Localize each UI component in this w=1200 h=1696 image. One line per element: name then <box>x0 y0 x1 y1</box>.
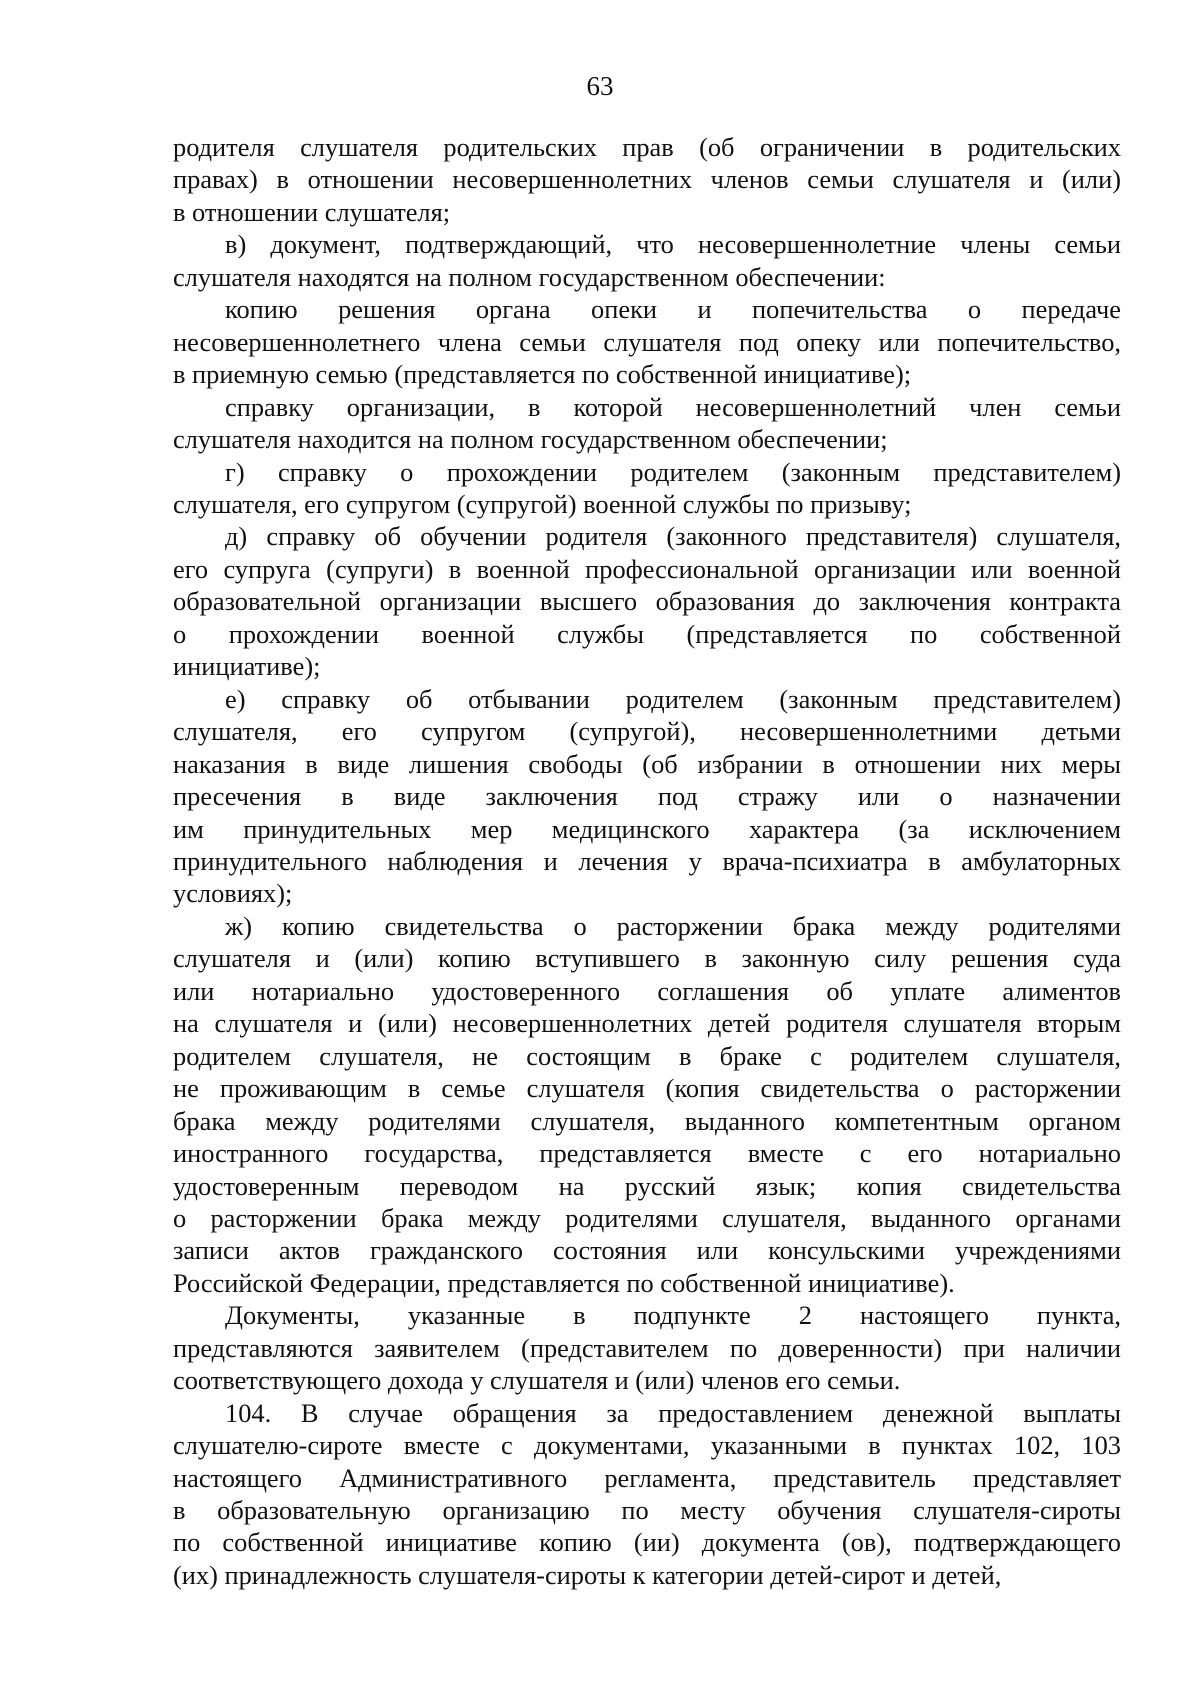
text-line: условиях); <box>173 878 293 909</box>
text-line: им принудительных мер медицинского характера (за исключением <box>173 813 1121 844</box>
text-line: настоящего Административного регламента, представитель представляет <box>173 1462 1121 1493</box>
text-line: удостоверенным переводом на русский язык; копия свидетельства <box>173 1170 1121 1201</box>
paragraph-p2 <box>173 293 1121 390</box>
text-line: правах) в отношении несовершеннолетних членов семьи слушателя и (или) <box>173 164 1121 195</box>
text-line: слушателя находятся на полном государственном обеспечении: <box>173 261 886 292</box>
text-line: инициативе); <box>173 651 321 682</box>
paragraph-p5 <box>173 520 1121 682</box>
text-line: слушателю-сироте вместе с документами, указанными в пунктах 102, 103 <box>173 1430 1121 1461</box>
text-line: слушателя, его супругом (супругой), несовершеннолетними детьми <box>173 716 1121 747</box>
text-line: соответствующего дохода у слушателя и (или) членов его семьи. <box>173 1365 901 1396</box>
text-line: слушателя, его супругом (супругой) военной службы по призыву; <box>173 488 912 519</box>
text-line: или нотариально удостоверенного соглашения об уплате алиментов <box>173 975 1121 1006</box>
text-line: родителя слушателя родительских прав (об ограничении в родительских <box>173 132 1121 162</box>
text-line: д) справку об обучении родителя (законного представителя) слушателя, <box>225 521 1121 552</box>
text-line: (их) принадлежность слушателя-сироты к категории детей-сирот и детей, <box>173 1559 1002 1590</box>
text-line: копию решения органа опеки и попечительства о передаче <box>225 294 1121 325</box>
paragraph-p8 <box>173 1299 1121 1396</box>
paragraph-p6 <box>173 683 1121 910</box>
text-line: Российской Федерации, представляется по собственной инициативе). <box>173 1267 955 1298</box>
text-line: г) справку о прохождении родителем (законным представителем) <box>225 456 1121 487</box>
page-number: 63 <box>586 71 614 101</box>
text-line: не проживающим в семье слушателя (копия свидетельства о расторжении <box>173 1073 1121 1104</box>
text-line: е) справку об отбывании родителем (законным представителем) <box>225 683 1121 714</box>
text-line: о прохождении военной службы (представляется по собственной <box>173 618 1121 649</box>
text-line: на слушателя и (или) несовершеннолетних детей родителя слушателя вторым <box>173 1008 1121 1039</box>
text-line: в приемную семью (представляется по собственной инициативе); <box>173 359 912 390</box>
paragraph-p4 <box>173 456 1121 521</box>
text-line: в отношении слушателя; <box>173 196 451 227</box>
paragraph-p1 <box>173 228 1121 293</box>
text-line: Документы, указанные в подпункте 2 настоящего пункта, <box>225 1300 1121 1331</box>
text-line: в) документ, подтверждающий, что несовершеннолетние члены семьи <box>225 229 1121 260</box>
text-line: о расторжении брака между родителями слушателя, выданного органами <box>173 1202 1121 1233</box>
paragraph-p0 <box>173 131 1121 228</box>
document-body <box>173 131 1121 1591</box>
text-line: его супруга (супруги) в военной профессиональной организации или военной <box>173 553 1121 584</box>
text-line: наказания в виде лишения свободы (об избрании в отношении них меры <box>173 748 1121 779</box>
text-line: иностранного государства, представляется вместе с его нотариально <box>173 1138 1121 1169</box>
paragraph-p9 <box>173 1397 1121 1592</box>
text-line: родителем слушателя, не состоящим в браке с родителем слушателя, <box>173 1040 1121 1071</box>
paragraph-p3 <box>173 391 1121 456</box>
text-line: в образовательную организацию по месту обучения слушателя-сироты <box>173 1495 1121 1526</box>
text-line: представляются заявителем (представителем по доверенности) при наличии <box>173 1332 1121 1363</box>
text-line: принудительного наблюдения и лечения у врача-психиатра в амбулаторных <box>173 845 1121 876</box>
text-line: 104. В случае обращения за предоставлением денежной выплаты <box>225 1397 1121 1428</box>
text-line: несовершеннолетнего члена семьи слушателя под опеку или попечительство, <box>173 326 1121 357</box>
text-line: брака между родителями слушателя, выданного компетентным органом <box>173 1105 1121 1136</box>
text-line: по собственной инициативе копию (ии) документа (ов), подтверждающего <box>173 1527 1121 1558</box>
text-line: слушателя находится на полном государственном обеспечении; <box>173 424 888 455</box>
text-line: образовательной организации высшего образования до заключения контракта <box>173 586 1121 617</box>
text-line: справку организации, в которой несовершеннолетний член семьи <box>225 391 1121 422</box>
text-line: пресечения в виде заключения под стражу или о назначении <box>173 781 1121 812</box>
text-line: ж) копию свидетельства о расторжении брака между родителями <box>225 910 1121 941</box>
paragraph-p7 <box>173 910 1121 1299</box>
text-line: записи актов гражданского состояния или консульскими учреждениями <box>173 1235 1121 1266</box>
text-line: слушателя и (или) копию вступившего в законную силу решения суда <box>173 943 1121 974</box>
